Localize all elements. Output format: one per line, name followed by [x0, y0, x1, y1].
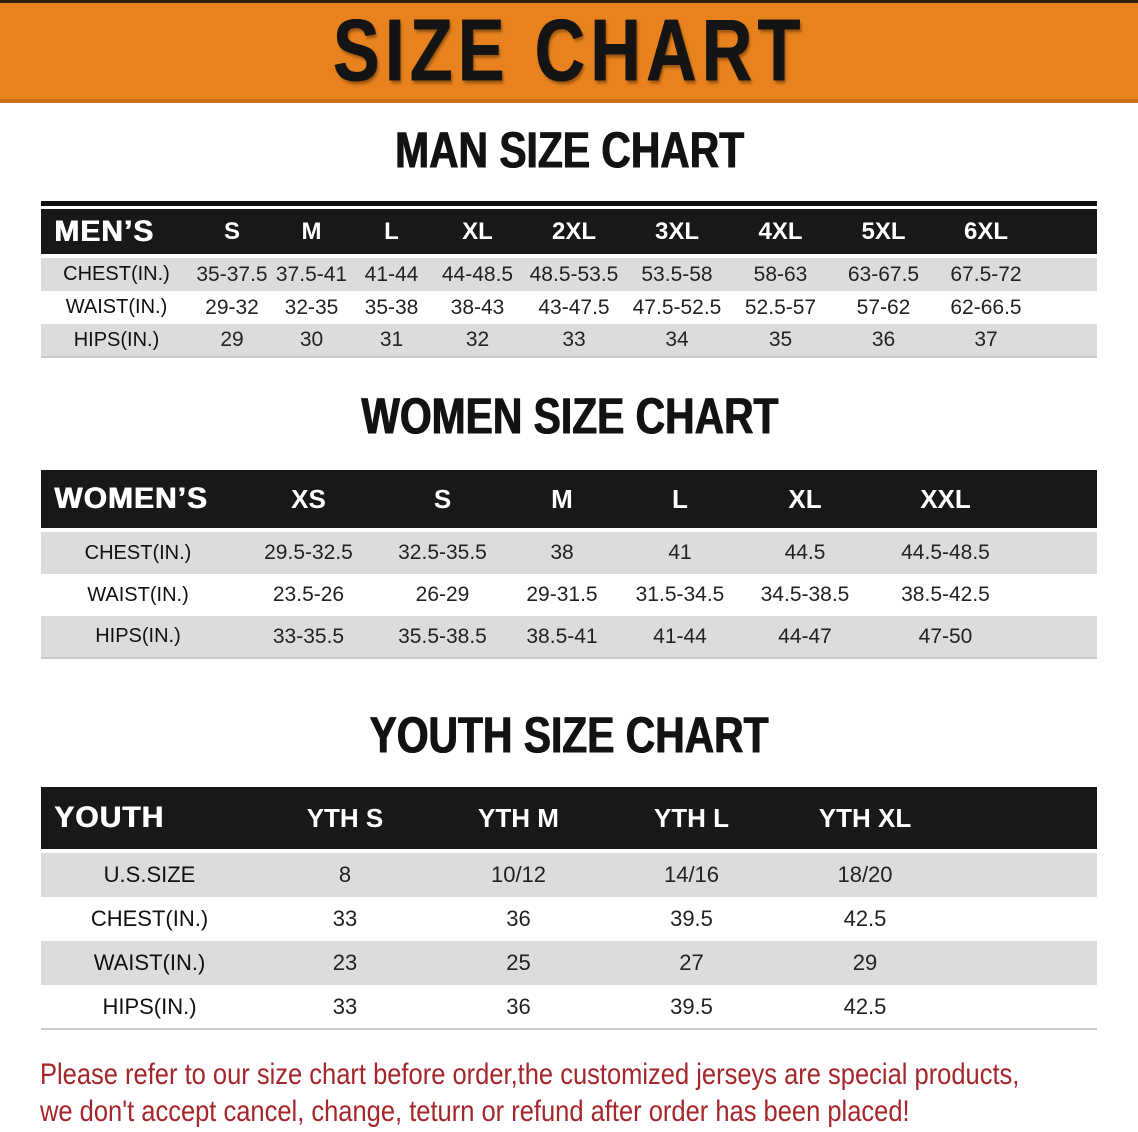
cell: 31 [351, 324, 432, 357]
cell: 26-29 [415, 583, 470, 606]
cell: 44.5 [739, 532, 871, 574]
men-size-header: M [272, 209, 351, 254]
cell: 67.5-72 [935, 258, 1037, 291]
men-chest-row [41, 258, 1097, 291]
cell: 35-37.5 [192, 258, 272, 291]
banner-title: SIZE CHART [332, 2, 806, 100]
row-label: CHEST(IN.) [41, 532, 235, 574]
women-hips-row [41, 616, 1097, 658]
row-label: WAIST(IN.) [87, 583, 189, 606]
cell: 18/20 [778, 853, 952, 897]
cell: 32.5-35.5 [382, 532, 503, 574]
cell: 25 [432, 941, 605, 985]
cell: 32-35 [284, 295, 339, 319]
cell: 42.5 [843, 906, 887, 931]
filler-cell [952, 853, 1097, 897]
cell: 34 [625, 324, 729, 357]
filler-cell [952, 941, 1097, 985]
cell: 38-43 [450, 295, 505, 319]
row-label: CHEST(IN.) [90, 906, 209, 931]
cell: 42.5 [778, 985, 952, 1029]
women-size-header: XL [739, 470, 871, 528]
row-label: WAIST(IN.) [41, 941, 258, 985]
cell: 33 [332, 906, 358, 931]
women-heading-text: WOMEN SIZE CHART [360, 388, 778, 446]
cell: 44.5-48.5 [871, 532, 1020, 574]
cell: 32 [432, 324, 523, 357]
disclaimer-line-2: we don't accept cancel, change, teturn or refund after order has been placed! [40, 1095, 910, 1128]
cell: 36 [506, 906, 531, 931]
filler-cell [1037, 291, 1097, 324]
row-label: CHEST(IN.) [41, 258, 192, 291]
men-size-header: XL [432, 209, 523, 254]
women-waist-row [41, 574, 1097, 616]
women-chest-row [41, 532, 1097, 574]
cell: 29-32 [205, 295, 259, 319]
cell: 35.5-38.5 [382, 616, 503, 658]
filler-cell [1020, 470, 1097, 528]
cell: 29-31.5 [526, 583, 598, 606]
row-label: HIPS(IN.) [41, 324, 192, 357]
men-size-header: 6XL [935, 209, 1037, 254]
cell: 63-67.5 [832, 258, 935, 291]
youth-size-header: YTH L [605, 787, 778, 849]
men-header-row [41, 209, 1097, 254]
cell: 35 [729, 324, 832, 357]
men-size-header: 2XL [523, 209, 625, 254]
cell: 48.5-53.5 [523, 258, 625, 291]
cell: 47.5-52.5 [632, 295, 722, 319]
row-label: HIPS(IN.) [41, 616, 235, 658]
youth-header-row [41, 787, 1097, 849]
cell: 38.5-42.5 [901, 583, 990, 606]
men-size-header: 5XL [832, 209, 935, 254]
youth-size-table [41, 787, 1097, 1030]
women-size-table [41, 470, 1097, 659]
filler-cell [1020, 616, 1097, 658]
men-size-header: L [351, 209, 432, 254]
cell: 30 [272, 324, 351, 357]
cell: 29 [778, 941, 952, 985]
row-label: U.S.SIZE [41, 853, 258, 897]
men-size-table [41, 209, 1097, 358]
cell: 39.5 [605, 985, 778, 1029]
cell: 41-44 [351, 258, 432, 291]
cell: 33 [523, 324, 625, 357]
cell: 34.5-38.5 [760, 583, 850, 606]
men-size-header: S [192, 209, 272, 254]
women-size-header: S [382, 470, 503, 528]
filler-cell [952, 985, 1097, 1029]
cell: 14/16 [605, 853, 778, 897]
cell: 39.5 [670, 906, 713, 931]
cell: 43-47.5 [538, 295, 610, 319]
cell: 10/12 [432, 853, 605, 897]
cell: 36 [432, 985, 605, 1029]
cell: 35-38 [364, 295, 419, 319]
cell: 23.5-26 [272, 583, 345, 606]
cell: 38.5-41 [503, 616, 621, 658]
cell: 33-35.5 [235, 616, 382, 658]
youth-hips-row [41, 985, 1097, 1029]
youth-ussize-row [41, 853, 1097, 897]
filler-cell [1037, 209, 1097, 254]
youth-section-heading [0, 707, 1138, 765]
disclaimer-line-1: Please refer to our size chart before order,the customized jerseys are special products, [40, 1058, 1020, 1091]
cell: 29.5-32.5 [235, 532, 382, 574]
youth-chest-row [41, 897, 1097, 941]
women-size-header: M [503, 470, 621, 528]
women-section-heading [0, 388, 1138, 446]
women-size-header: XXL [871, 470, 1020, 528]
cell: 27 [605, 941, 778, 985]
size-chart-banner [0, 0, 1138, 103]
cell: 31.5-34.5 [635, 583, 725, 606]
youth-size-header: YTH M [432, 787, 605, 849]
men-heading-text: MAN SIZE CHART [394, 122, 744, 180]
filler-cell [952, 787, 1097, 849]
cell: 37 [935, 324, 1037, 357]
row-label: HIPS(IN.) [41, 985, 258, 1029]
filler-cell [1020, 574, 1097, 616]
filler-cell [952, 897, 1097, 941]
cell: 41-44 [621, 616, 739, 658]
cell: 58-63 [729, 258, 832, 291]
men-group-label: MEN’S [41, 209, 192, 254]
men-waist-row [41, 291, 1097, 324]
cell: 57-62 [856, 295, 911, 319]
cell: 52.5-57 [744, 295, 817, 319]
men-table-top-rule [41, 201, 1097, 206]
youth-group-label: YOUTH [41, 787, 258, 849]
men-section-heading [0, 122, 1138, 180]
cell: 44-47 [739, 616, 871, 658]
women-header-row [41, 470, 1097, 528]
women-size-header: XS [235, 470, 382, 528]
cell: 47-50 [871, 616, 1020, 658]
cell: 38 [503, 532, 621, 574]
cell: 62-66.5 [950, 295, 1022, 319]
men-hips-row [41, 324, 1097, 357]
cell: 8 [258, 853, 432, 897]
women-size-header: L [621, 470, 739, 528]
cell: 41 [621, 532, 739, 574]
men-size-header: 3XL [625, 209, 729, 254]
cell: 44-48.5 [432, 258, 523, 291]
row-label: WAIST(IN.) [65, 296, 168, 318]
cell: 53.5-58 [625, 258, 729, 291]
men-size-header: 4XL [729, 209, 832, 254]
youth-heading-text: YOUTH SIZE CHART [369, 707, 769, 765]
filler-cell [1020, 532, 1097, 574]
cell: 23 [258, 941, 432, 985]
youth-waist-row [41, 941, 1097, 985]
cell: 33 [258, 985, 432, 1029]
cell: 37.5-41 [272, 258, 351, 291]
filler-cell [1037, 258, 1097, 291]
youth-size-header: YTH S [258, 787, 432, 849]
women-group-label: WOMEN’S [41, 470, 235, 528]
filler-cell [1037, 324, 1097, 357]
disclaimer [40, 1056, 1138, 1130]
cell: 36 [832, 324, 935, 357]
youth-size-header: YTH XL [778, 787, 952, 849]
cell: 29 [192, 324, 272, 357]
